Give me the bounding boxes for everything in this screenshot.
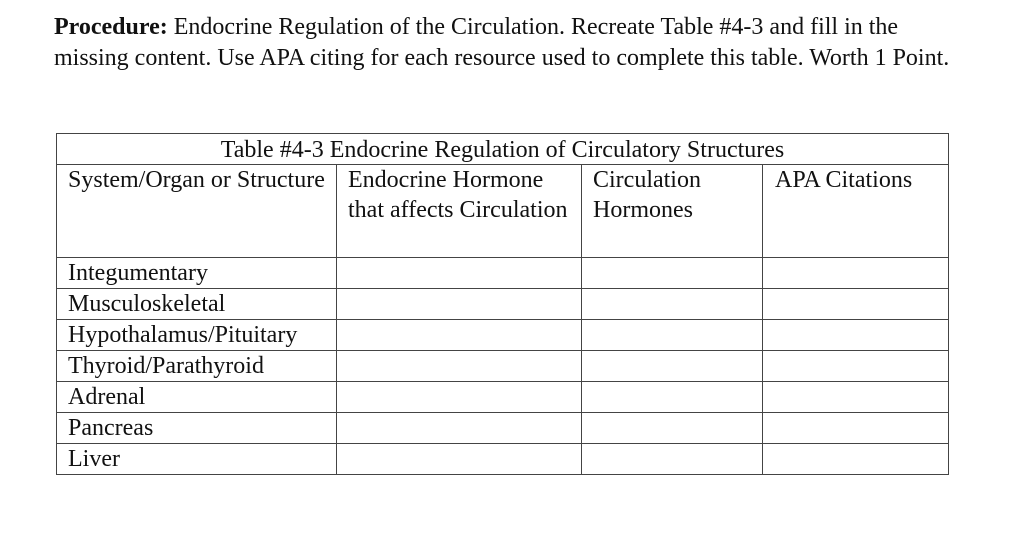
row-hormone-cell[interactable]: [337, 258, 582, 289]
header-endocrine-hormone: Endocrine Hormone that affects Circulation: [337, 165, 582, 258]
row-citation-cell[interactable]: [763, 382, 949, 413]
row-circulation-cell[interactable]: [582, 444, 763, 475]
row-hormone-cell[interactable]: [337, 413, 582, 444]
header-apa-citations: APA Citations: [763, 165, 949, 258]
table-header-row: [57, 165, 949, 258]
row-citation-cell[interactable]: [763, 289, 949, 320]
row-system-cell: Hypothalamus/Pituitary: [57, 320, 337, 351]
row-citation-cell[interactable]: [763, 258, 949, 289]
endocrine-regulation-table: [56, 133, 949, 475]
row-system-cell: Thyroid/Parathyroid: [57, 351, 337, 382]
row-hormone-cell[interactable]: [337, 382, 582, 413]
row-hormone-cell[interactable]: [337, 351, 582, 382]
header-circulation-hormones: Circulation Hormones: [582, 165, 763, 258]
procedure-label: Procedure:: [54, 14, 168, 40]
row-system-cell: Liver: [57, 444, 337, 475]
header-system-organ: System/Organ or Structure: [57, 165, 337, 258]
procedure-text: Endocrine Regulation of the Circulation. Recreate Table #4-3 and fill in the missing content. Use APA citing for each resource used to complete this table. Worth 1 Point.: [54, 14, 950, 71]
row-system-cell: Integumentary: [57, 258, 337, 289]
row-system-cell: Pancreas: [57, 413, 337, 444]
table-row: [57, 258, 949, 289]
row-circulation-cell[interactable]: [582, 258, 763, 289]
row-circulation-cell[interactable]: [582, 289, 763, 320]
table-row: [57, 382, 949, 413]
table-row: [57, 289, 949, 320]
row-circulation-cell[interactable]: [582, 382, 763, 413]
table-row: [57, 320, 949, 351]
row-citation-cell[interactable]: [763, 351, 949, 382]
row-system-cell: Musculoskeletal: [57, 289, 337, 320]
procedure-instructions: [54, 12, 954, 74]
row-circulation-cell[interactable]: [582, 320, 763, 351]
row-hormone-cell[interactable]: [337, 289, 582, 320]
row-hormone-cell[interactable]: [337, 320, 582, 351]
row-system-cell: Adrenal: [57, 382, 337, 413]
table-row: [57, 413, 949, 444]
row-circulation-cell[interactable]: [582, 351, 763, 382]
row-circulation-cell[interactable]: [582, 413, 763, 444]
row-citation-cell[interactable]: [763, 413, 949, 444]
table-caption: Table #4-3 Endocrine Regulation of Circulatory Structures: [57, 134, 949, 165]
row-citation-cell[interactable]: [763, 320, 949, 351]
row-citation-cell[interactable]: [763, 444, 949, 475]
table-row: [57, 351, 949, 382]
row-hormone-cell[interactable]: [337, 444, 582, 475]
table-row: [57, 444, 949, 475]
